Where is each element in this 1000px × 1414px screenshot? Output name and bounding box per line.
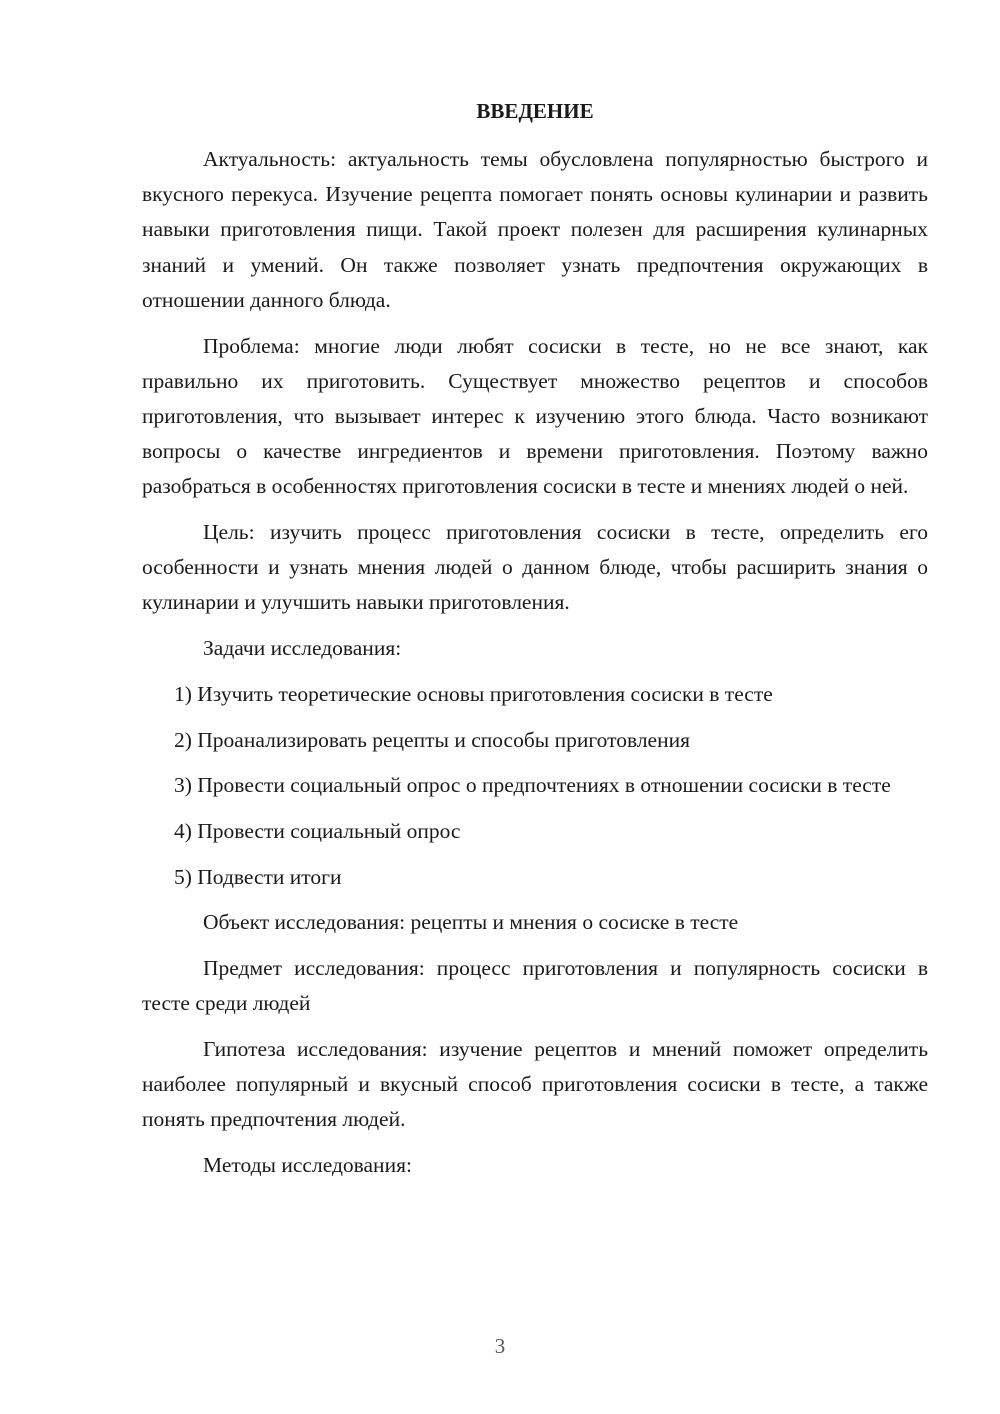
goal-paragraph: Цель: изучить процесс приготовления сосиски в тесте, определить его особенности и узнать мнения людей о данном блюде, чтобы расширить знания о кулинарии и улучшить навыки приготовления. [142,520,928,615]
list-item: 3) Провести социальный опрос о предпочтениях в отношении сосиски в тесте [174,773,891,798]
relevance-paragraph: Актуальность: актуальность темы обусловлена популярностью быстрого и вкусного перекуса. Изучение рецепта помогает понять основы кулинарии и развить навыки приготовления пищи. Такой проект полезен для расширения кулинарных знаний и умений. Он также позволяет узнать предпочтения окружающих в отношении данного блюда. [142,147,928,312]
subject-paragraph: Предмет исследования: процесс приготовления и популярность сосиски в тесте среди людей [142,956,928,1016]
problem-paragraph: Проблема: многие люди любят сосиски в тесте, но не все знают, как правильно их приготовить. Существует множество рецептов и способов приготовления, что вызывает интерес к изучению этого блюда. Часто возникают вопросы о качестве ингредиентов и времени приготовления. Поэтому важно разобраться в особенностях приготовления сосиски в тесте и мнениях людей о ней. [142,333,928,499]
page-number: 3 [494,1334,506,1358]
list-item: 4) Провести социальный опрос [174,818,461,843]
tasks-list [142,677,928,895]
list-item: 1) Изучить теоретические основы приготовления сосиски в тесте [174,681,773,706]
methods-heading: Методы исследования: [203,1153,412,1178]
document-body [142,142,928,1194]
list-item: 2) Проанализировать рецепты и способы приготовления [174,727,690,752]
hypothesis-paragraph: Гипотеза исследования: изучение рецептов и мнений поможет определить наиболее популярный и вкусный способ приготовления сосиски в тесте, а также понять предпочтения людей. [142,1036,928,1132]
list-item: 5) Подвести итоги [174,864,342,889]
object-paragraph: Объект исследования: рецепты и мнения о сосиске в тесте [203,910,739,935]
tasks-heading: Задачи исследования: [203,636,402,661]
page-title: ВВЕДЕНИЕ [476,99,594,123]
